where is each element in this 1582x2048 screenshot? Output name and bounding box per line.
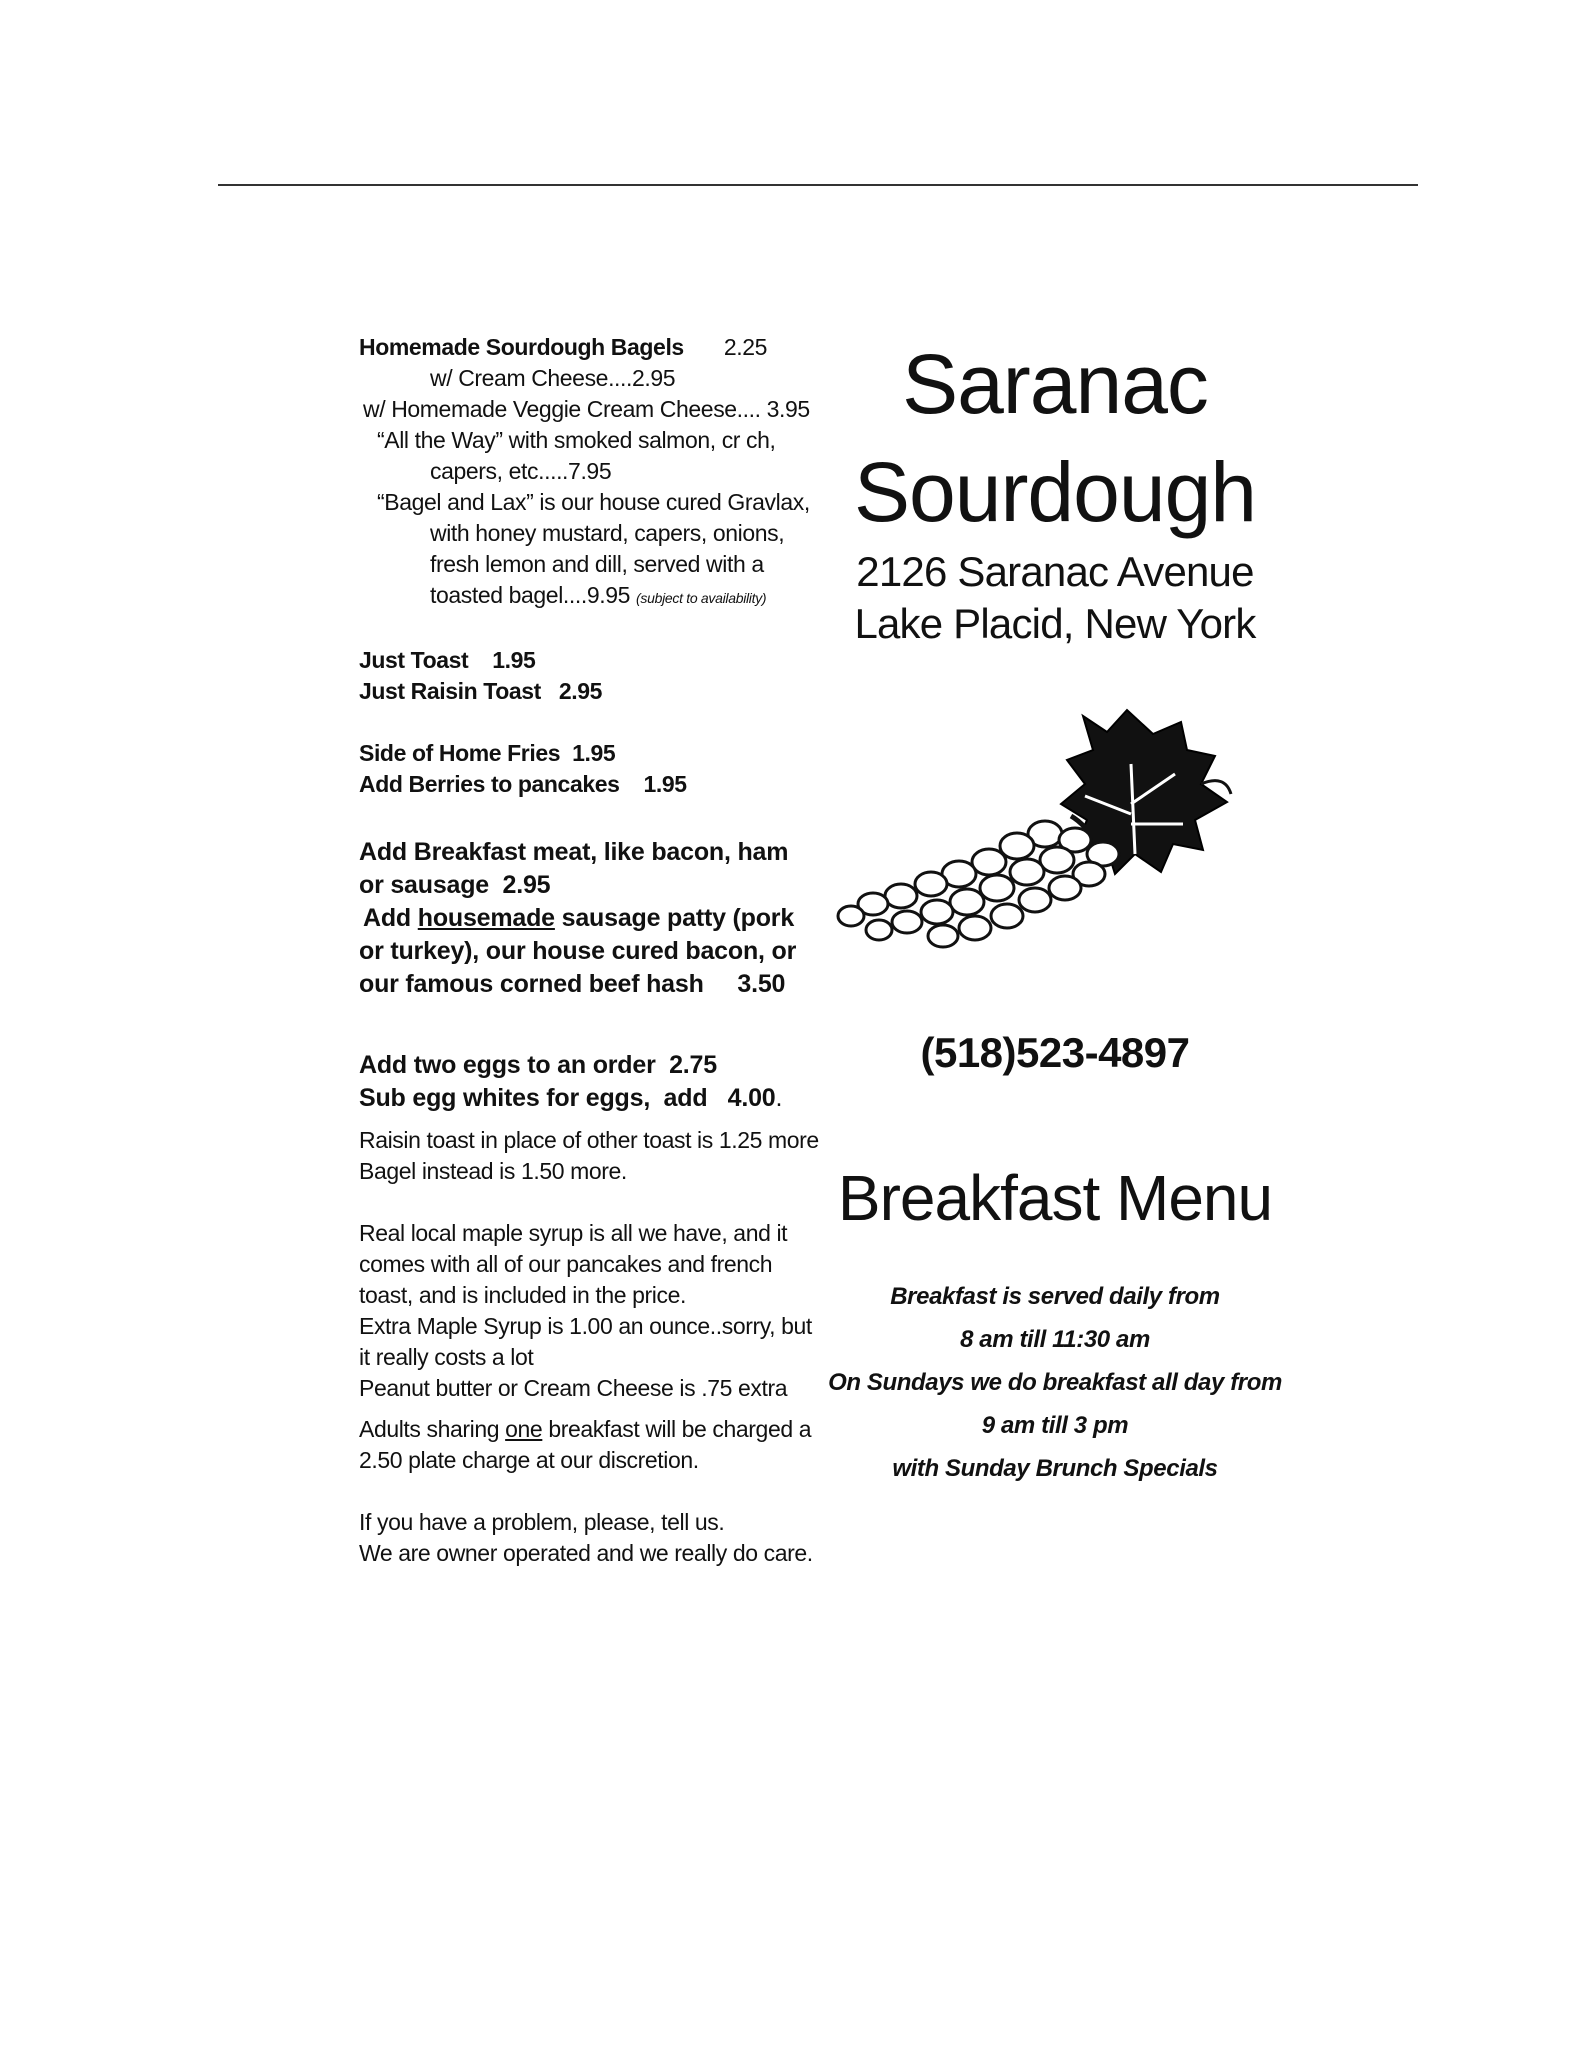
berries-line: Add Berries to pancakes 1.95	[359, 771, 687, 797]
bagel-lax-line-2: with honey mustard, capers, onions,	[430, 520, 785, 546]
bagels-price: 2.25	[723, 334, 767, 360]
restaurant-name-line-1: Saranac	[902, 337, 1208, 431]
hours-line-2: 8 am till 11:30 am	[960, 1326, 1150, 1353]
restaurant-name-line-2: Sourdough	[853, 445, 1257, 539]
just-raisin-toast-line: Just Raisin Toast 2.95	[359, 678, 603, 704]
bagel-instead-line: Bagel instead is 1.50 more.	[359, 1158, 627, 1184]
hours-line-3: On Sundays we do breakfast all day from	[828, 1369, 1282, 1396]
maple-line-1: Real local maple syrup is all we have, and it	[359, 1220, 788, 1246]
all-the-way-line-2: capers, etc.....7.95	[430, 458, 612, 484]
add-eggs-line: Add two eggs to an order 2.75	[359, 1051, 717, 1079]
bagel-lax-line-4	[359, 580, 819, 614]
maple-line-3: toast, and is included in the price.	[359, 1282, 686, 1308]
one-underlined: one	[505, 1416, 543, 1442]
restaurant-info-column	[820, 330, 1290, 1490]
header-rule	[218, 184, 1418, 186]
cream-cheese-line: w/ Cream Cheese....2.95	[430, 365, 676, 391]
hours-line-4: 9 am till 3 pm	[981, 1412, 1129, 1439]
phone-number: (518)523-4897	[920, 1029, 1190, 1076]
housemade-underlined: housemade	[417, 904, 555, 932]
maple-line-2: comes with all of our pancakes and french	[359, 1251, 773, 1277]
bagel-lax-line-3: fresh lemon and dill, served with a	[430, 551, 764, 577]
adults-sharing-line-1: Adults sharing one breakfast will be charged a	[359, 1416, 812, 1442]
home-fries-line: Side of Home Fries 1.95	[359, 740, 616, 766]
peanut-butter-line: Peanut butter or Cream Cheese is .75 extra	[359, 1375, 788, 1401]
bagel-lax-line-1: “Bagel and Lax” is our house cured Gravlax,	[377, 489, 810, 515]
hours-line-5: with Sunday Brunch Specials	[892, 1455, 1218, 1482]
menu-items-column	[359, 332, 819, 1569]
all-the-way-line-1: “All the Way” with smoked salmon, cr ch,	[377, 427, 776, 453]
housemade-line-1: Add housemade sausage patty (pork	[363, 904, 795, 932]
hours-line-1: Breakfast is served daily from	[890, 1283, 1220, 1310]
problem-line-2: We are owner operated and we really do care.	[359, 1540, 813, 1566]
breakfast-meat-line-1: Add Breakfast meat, like bacon, ham	[359, 838, 789, 866]
problem-line-1: If you have a problem, please, tell us.	[359, 1509, 725, 1535]
bagels-title: Homemade Sourdough Bagels	[359, 334, 684, 360]
menu-title: Breakfast Menu	[837, 1162, 1273, 1234]
availability-note: (subject to availability)	[636, 590, 767, 606]
raisin-place-line: Raisin toast in place of other toast is 1.25 more	[359, 1127, 819, 1153]
address-line-2: Lake Placid, New York	[854, 600, 1256, 647]
housemade-line-3: our famous corned beef hash 3.50	[359, 970, 786, 998]
egg-whites-line: Sub egg whites for eggs, add 4.00.	[359, 1084, 783, 1112]
extra-maple-line-2: it really costs a lot	[359, 1344, 534, 1370]
housemade-line-2: or turkey), our house cured bacon, or	[359, 937, 797, 965]
bagel-lax-price: toasted bagel....9.95	[430, 582, 631, 608]
veggie-cream-cheese-line: w/ Homemade Veggie Cream Cheese.... 3.95	[363, 396, 810, 422]
just-toast-line: Just Toast 1.95	[359, 647, 536, 673]
breakfast-meat-line-2: or sausage 2.95	[359, 871, 551, 899]
adults-sharing-line-2: 2.50 plate charge at our discretion.	[359, 1447, 699, 1473]
bagels-line	[359, 332, 819, 363]
address-line-1: 2126 Saranac Avenue	[856, 548, 1254, 595]
hours-block	[820, 1275, 1290, 1490]
grapes-illustration	[835, 704, 1275, 954]
extra-maple-line-1: Extra Maple Syrup is 1.00 an ounce..sorry, but	[359, 1313, 812, 1339]
